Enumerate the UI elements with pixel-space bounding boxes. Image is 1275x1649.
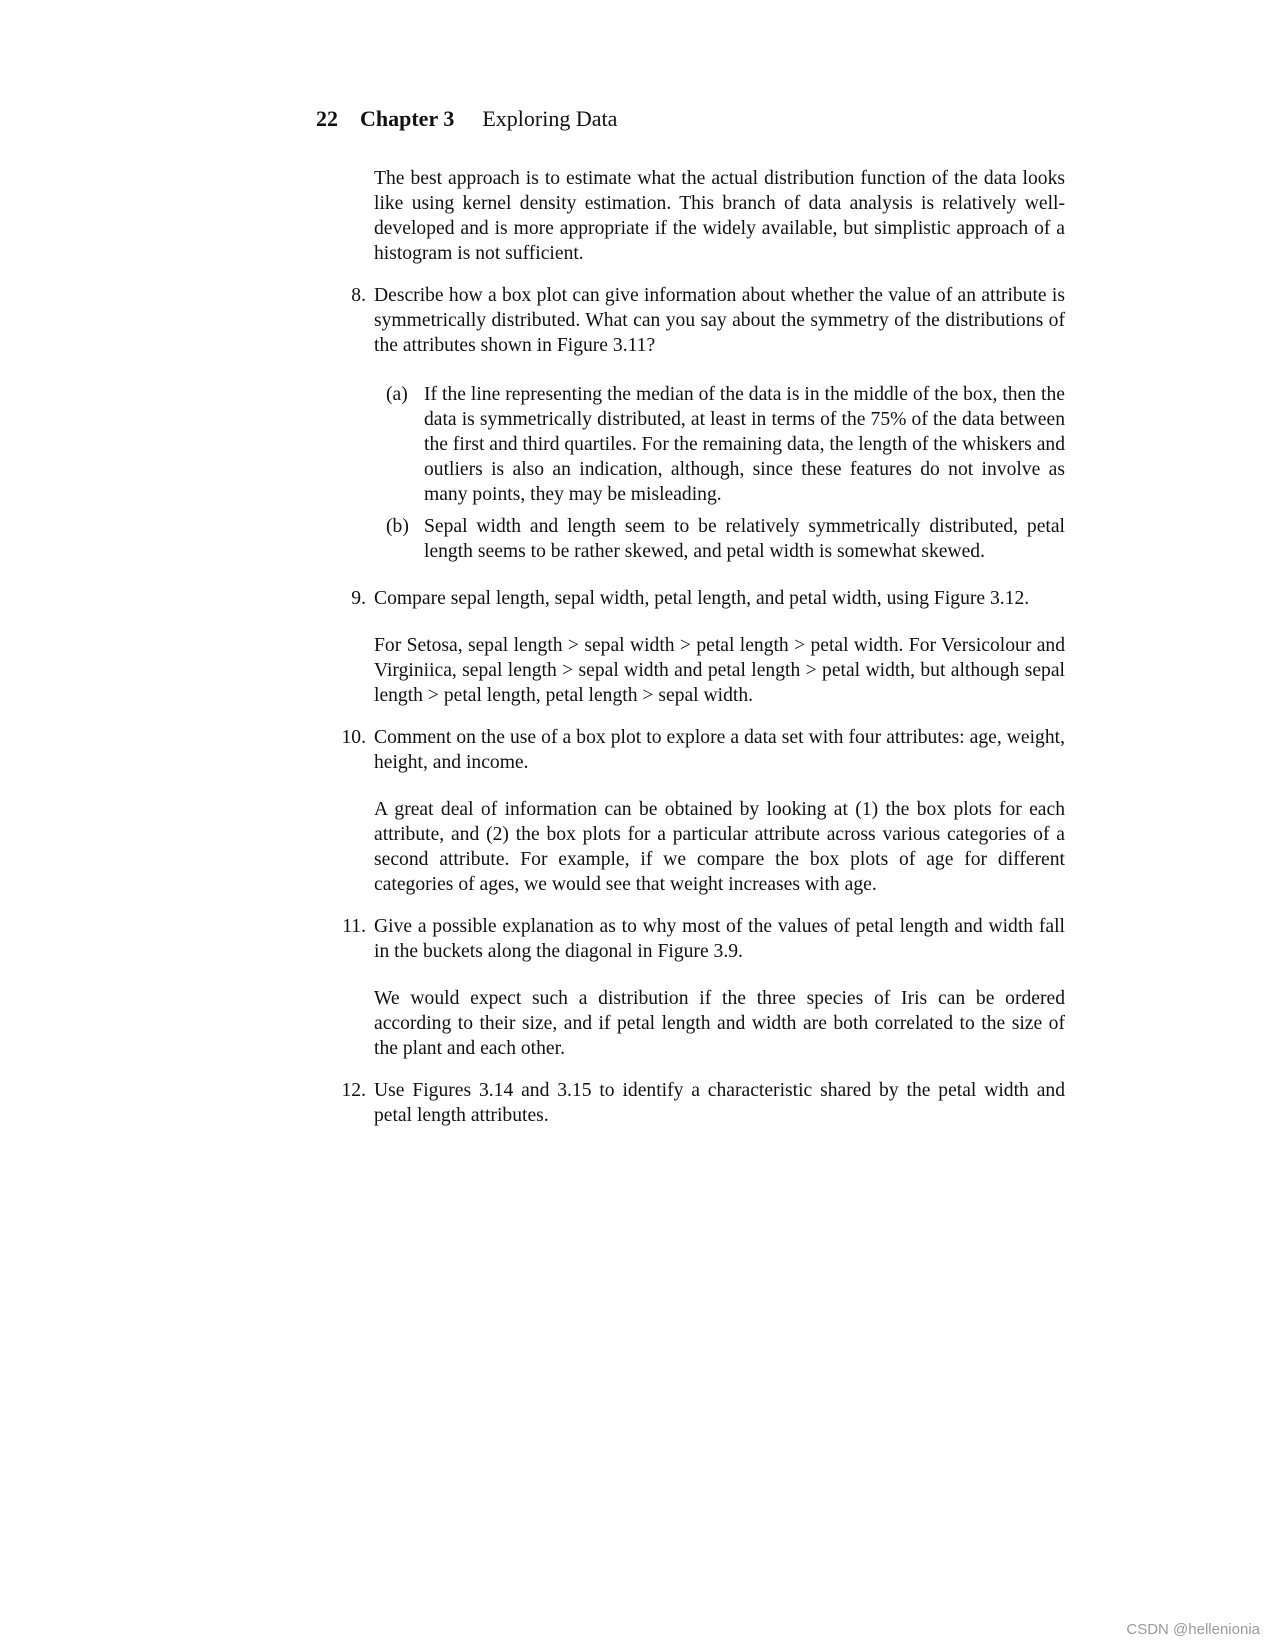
running-header xyxy=(316,106,617,132)
sub-label: (a) xyxy=(386,384,408,405)
exercise-answer: For Setosa, sepal length > sepal width > petal length > petal width. For Versicolour and Virginiica, sepal length > sepal width and petal length > petal width, but although sepal length > petal length, petal length > sepal width. xyxy=(374,635,1065,706)
exercise-9 xyxy=(351,586,1065,708)
exercise-10 xyxy=(341,725,1065,897)
sub-answer-a xyxy=(386,382,1065,507)
exercise-number: 10. xyxy=(341,727,366,748)
watermark: CSDN @hellenionia xyxy=(1126,1621,1260,1638)
exercise-number: 12. xyxy=(341,1080,366,1101)
exercise-8 xyxy=(351,283,1065,564)
sub-answer-b xyxy=(386,514,1065,564)
exercise-12 xyxy=(341,1078,1065,1128)
exercise-number: 9. xyxy=(351,588,366,609)
exercise-answer: A great deal of information can be obtained by looking at (1) the box plots for each attribute, and (2) the box plots for a particular attribute across various categories of a second attribute. For example, if we compare the box plots of age for different categories of ages, we would see that weight increases with age. xyxy=(374,799,1065,895)
sub-label: (b) xyxy=(386,516,409,537)
page-number: 22 xyxy=(316,106,338,131)
exercise-question: Compare sepal length, sepal width, petal length, and petal width, using Figure 3.12. xyxy=(374,588,1030,609)
exercise-question: Use Figures 3.14 and 3.15 to identify a characteristic shared by the petal width and petal length attributes. xyxy=(374,1080,1065,1126)
exercise-number: 8. xyxy=(351,285,366,306)
chapter-title: Exploring Data xyxy=(482,106,618,131)
exercise-answer: We would expect such a distribution if the three species of Iris can be ordered according to their size, and if petal length and width are both correlated to the size of the plant and each other. xyxy=(374,988,1065,1059)
sub-text: If the line representing the median of the data is in the middle of the box, then the data is symmetrically distributed, at least in terms of the 75% of the data between the first and third quartiles. For the remaining data, the length of the whiskers and outliers is also an indication, although, since these features do not involve as many points, they may be misleading. xyxy=(424,384,1065,505)
sub-text: Sepal width and length seem to be relatively symmetrically distributed, petal length seems to be rather skewed, and petal width is somewhat skewed. xyxy=(424,516,1065,562)
exercise-11 xyxy=(342,914,1065,1061)
exercise-question: Give a possible explanation as to why most of the values of petal length and width fall in the buckets along the diagonal in Figure 3.9. xyxy=(374,916,1065,962)
page-body xyxy=(341,166,1065,1128)
exercise-question: Describe how a box plot can give information about whether the value of an attribute is symmetrically distributed. What can you say about the symmetry of the distributions of the attributes shown in Figure 3.11? xyxy=(374,285,1065,356)
intro-paragraph: The best approach is to estimate what the actual distribution function of the data looks like using kernel density estimation. This branch of data analysis is relatively well-developed and is more appropriate if the widely available, but simplistic approach of a histogram is not sufficient. xyxy=(374,168,1065,264)
exercise-number: 11. xyxy=(342,916,366,937)
chapter-label: Chapter 3 xyxy=(360,106,455,131)
exercise-question: Comment on the use of a box plot to explore a data set with four attributes: age, weight, height, and income. xyxy=(374,727,1065,773)
